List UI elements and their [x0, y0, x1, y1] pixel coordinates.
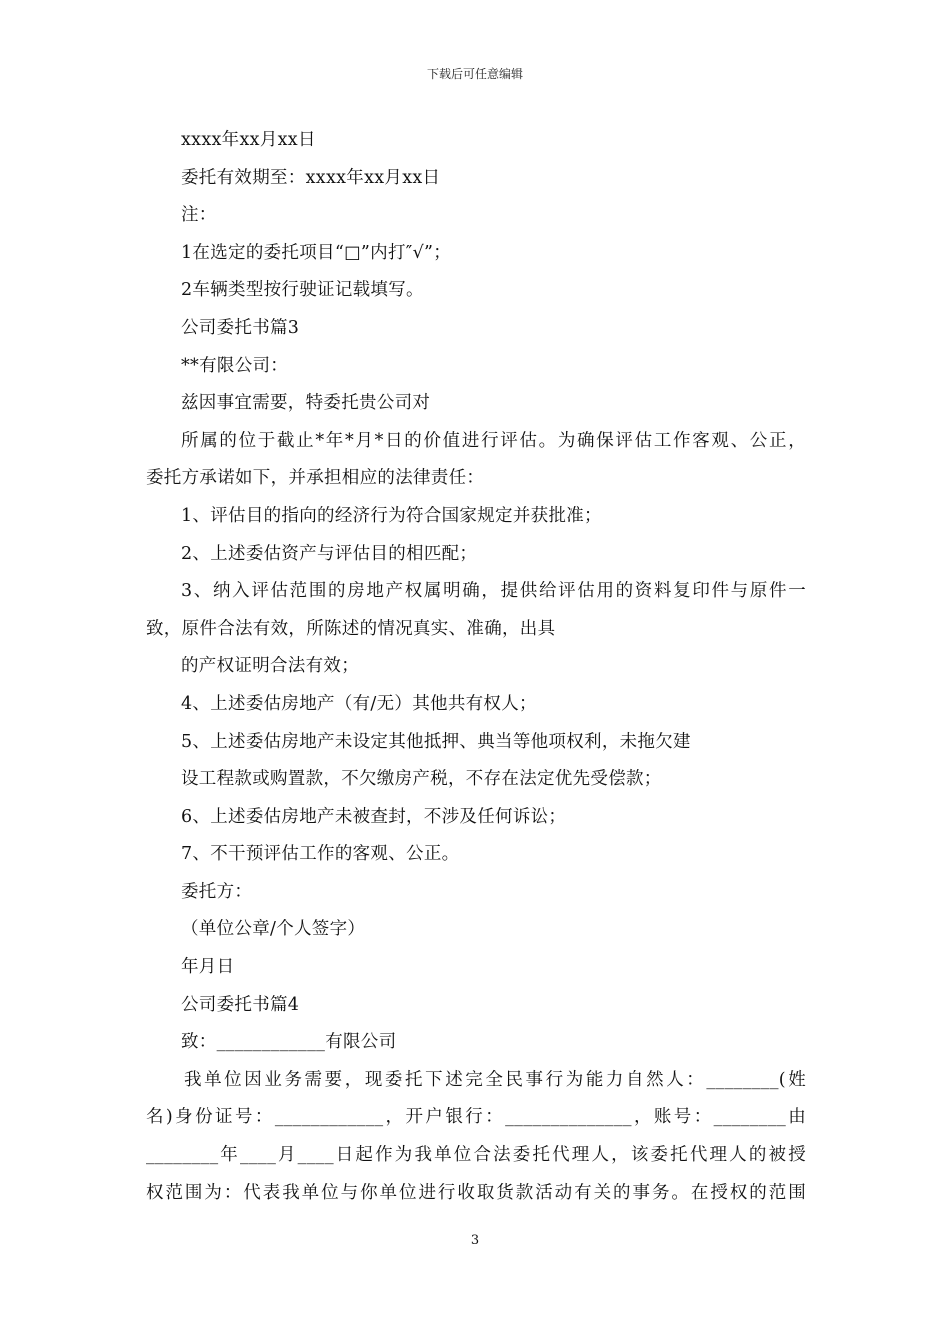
text-line: 所属的位于截止*年*月*日的价值进行评估。为确保评估工作客观、公正，	[181, 430, 806, 451]
text-line: 的产权证明合法有效；	[181, 656, 359, 677]
text-line: 致，原件合法有效，所陈述的情况真实、准确，出具	[146, 618, 556, 639]
text-line: **有限公司：	[181, 355, 289, 376]
text-line: 权范围为：代表我单位与你单位进行收取货款活动有关的事务。在授权的范围	[146, 1182, 806, 1203]
list-item: 1、评估目的指向的经济行为符合国家规定并获批准；	[181, 505, 602, 526]
text-line: ________年____月____日起作为我单位合法委托代理人，该委托代理人的被授	[146, 1145, 806, 1166]
text-line: 名)身份证号：____________，开户银行：______________，账号：________由	[146, 1107, 806, 1128]
list-item: 6、上述委估房地产未被查封，不涉及任何诉讼；	[181, 806, 567, 827]
list-item: 5、上述委估房地产未设定其他抵押、典当等他项权利，未拖欠建	[181, 731, 691, 752]
text-line: 1在选定的委托项目“□”内打″√”；	[181, 242, 452, 263]
text-line: 年月日	[181, 957, 235, 978]
text-line: 兹因事宜需要，特委托贵公司对	[181, 393, 431, 414]
document-body	[146, 122, 806, 1212]
list-item: 2、上述委估资产与评估目的相匹配；	[181, 543, 478, 564]
text-line: 委托方承诺如下，并承担相应的法律责任：	[146, 468, 485, 489]
list-item: 3、纳入评估范围的房地产权属明确，提供给评估用的资料复印件与原件一	[181, 581, 806, 602]
page-number: 3	[470, 1233, 480, 1248]
text-line: 委托方：	[181, 881, 253, 902]
section-title: 公司委托书篇3	[181, 317, 300, 338]
text-line: 注：	[181, 205, 217, 226]
text-line: 2车辆类型按行驶证记载填写。	[181, 280, 424, 301]
text-line: 我单位因业务需要，现委托下述完全民事行为能力自然人：________(姓	[184, 1069, 806, 1090]
list-item: 7、不干预评估工作的客观、公正。	[181, 844, 460, 865]
section-title: 公司委托书篇4	[181, 994, 300, 1015]
list-item: 4、上述委估房地产（有/无）其他共有权人；	[181, 693, 537, 714]
text-line: （单位公章/个人签字）	[181, 919, 366, 940]
page-header: 下载后可任意编辑	[426, 67, 523, 81]
text-line: 设工程款或购置款，不欠缴房产税，不存在法定优先受偿款；	[181, 769, 662, 790]
text-line: 委托有效期至：xxxx年xx月xx日	[181, 167, 441, 188]
text-line: xxxx年xx月xx日	[181, 130, 316, 150]
text-line: 致：____________有限公司	[181, 1032, 397, 1053]
